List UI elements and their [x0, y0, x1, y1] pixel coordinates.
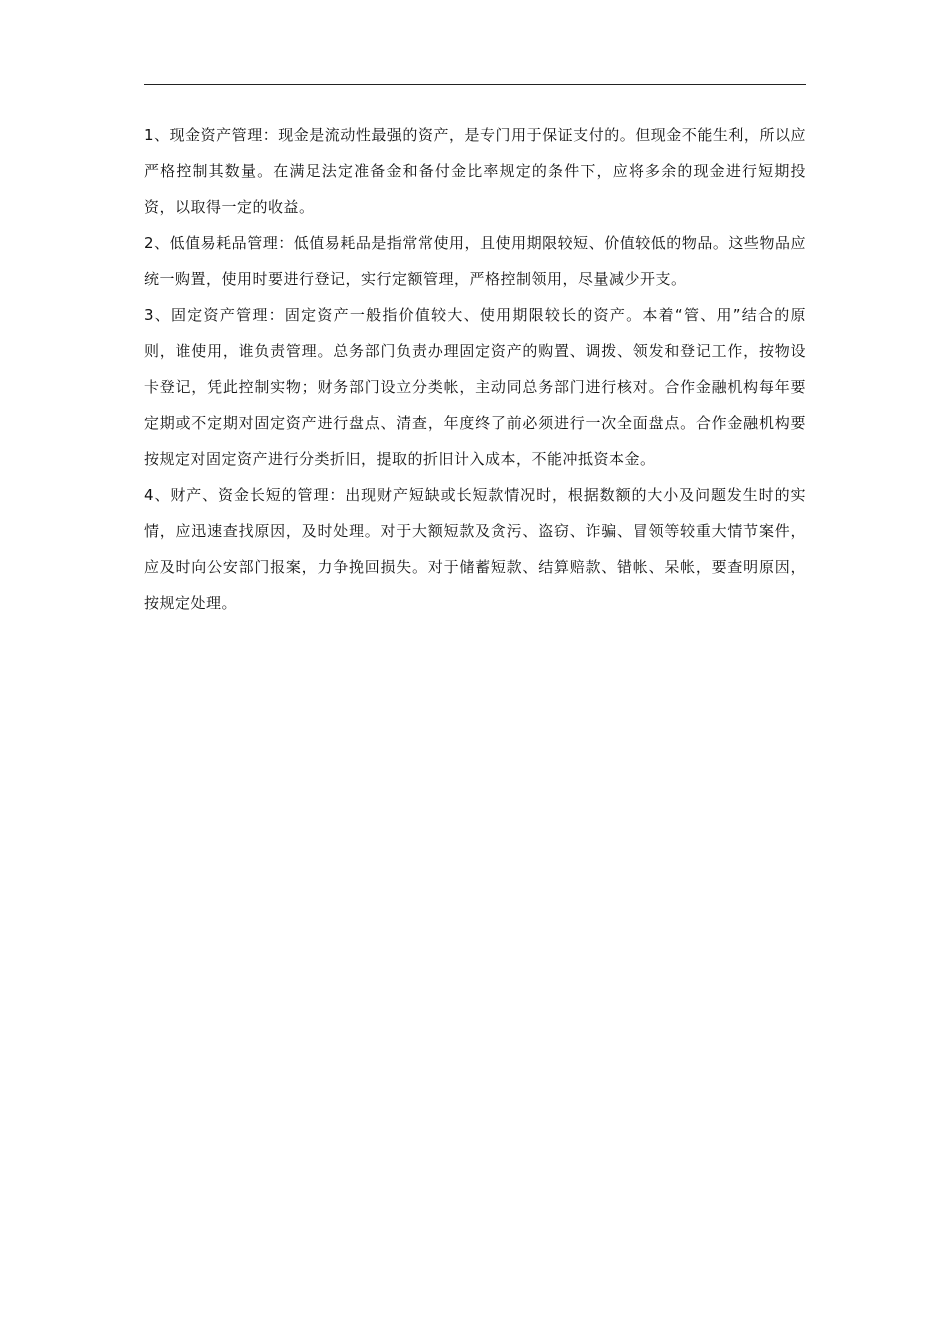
paragraph-low-value-consumables: 2、低值易耗品管理：低值易耗品是指常常使用，且使用期限较短、价值较低的物品。这些物品应统一购置，使用时要进行登记，实行定额管理，严格控制领用，尽量减少开支。	[144, 234, 806, 288]
paragraph-cash-management: 1、现金资产管理：现金是流动性最强的资产，是专门用于保证支付的。但现金不能生利，所以应严格控制其数量。在满足法定准备金和备付金比率规定的条件下，应将多余的现金进行短期投资，以取得一定的收益。	[144, 126, 806, 216]
document-body	[144, 117, 806, 621]
header-rule	[144, 84, 806, 85]
paragraph-fixed-assets: 3、固定资产管理：固定资产一般指价值较大、使用期限较长的资产。本着“管、用”结合的原则，谁使用，谁负责管理。总务部门负责办理固定资产的购置、调拨、领发和登记工作，按物设卡登记，凭此控制实物；财务部门设立分类帐，主动同总务部门进行核对。合作金融机构每年要定期或不定期对固定资产进行盘点、清查，年度终了前必须进行一次全面盘点。合作金融机构要按规定对固定资产进行分类折旧，提取的折旧计入成本，不能冲抵资本金。	[144, 306, 806, 468]
paragraph-property-fund-discrepancy: 4、财产、资金长短的管理：出现财产短缺或长短款情况时，根据数额的大小及问题发生时的实情，应迅速查找原因，及时处理。对于大额短款及贪污、盗窃、诈骗、冒领等较重大情节案件，应及时向公安部门报案，力争挽回损失。对于储蓄短款、结算赔款、错帐、呆帐，要查明原因，按规定处理。	[144, 486, 806, 612]
